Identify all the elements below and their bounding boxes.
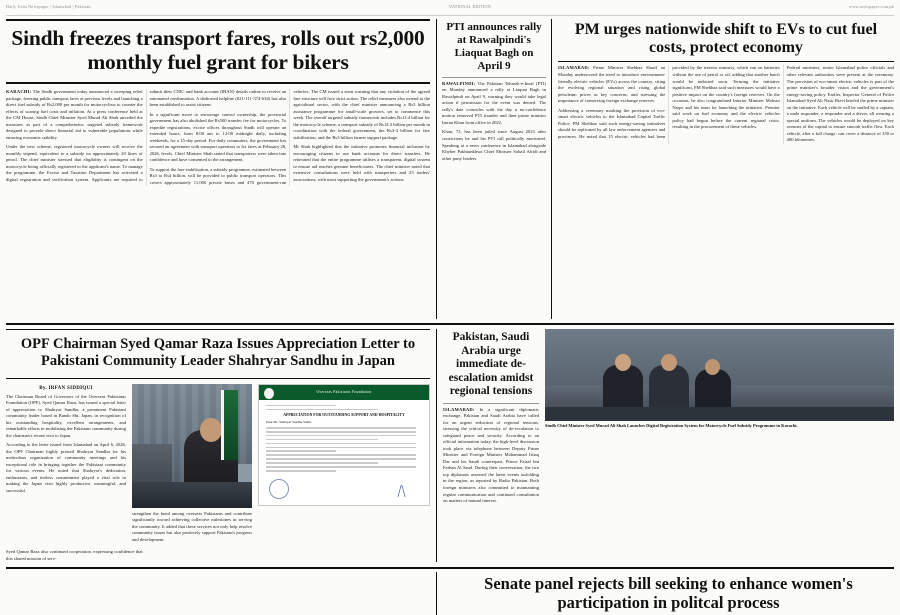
pak-saudi-para-0-text: In a significant diplomatic exchange, Pakistan and Saudi Arabia have called for an urgent reduction of regional tensions, stressing the critical necessity of de-escalation to safeguard peace and security. According to an official information today, the high-level discussion took place via telephone between Deputy Prime Minister and Foreign Minister Mohammad Ishaq Dar and his Saudi counterpart, Prince Faisal bin Farhan Al Saud. During their conversation, the two top diplomats assessed the latest events unfolding in the region, as reported by Radio Pakistan. Both foreign ministers also committed to maintaining regular communication and continued consultation on matters of mutual interest.: [443, 406, 539, 504]
pti-headline: PTI announces rally at Rawalpindi's Liaquat Bagh on April 9: [446, 21, 542, 72]
masthead-left: Daily Urdu Newspaper | Islamabad | Pakistan: [6, 4, 91, 9]
letter-stamp-icon: [269, 479, 289, 499]
opf-body-tail: [6, 549, 430, 562]
cm-launch-photo: [545, 329, 894, 421]
pti-para-0: [442, 81, 546, 127]
lead-para-0-text: The Sindh government today announced a sweeping relief package, freezing public transport fares at previous levels and launching a direct fuel subsidy of Rs2,000 per month for motorcyclists to counter the effects of soaring fuel costs and inflation. At a press conference held at the CM House, Sindh Chief Minister Syed Murad Ali Shah unveiled the measures as part of a comprehensive, targeted subsidy framework designed to provide direct financial aid to vulnerable populations while ensuring economic stability.: [6, 89, 143, 140]
pak-saudi-para-0: [443, 407, 539, 505]
pak-saudi-headline: Pakistan, Saudi Arabia urge immediate de-escalation amidst regional tensions: [448, 331, 534, 398]
middle-section: [6, 329, 894, 562]
lead-para-4: Mr Shah highlighted that the initiative promotes financial inclusion by encouraging citizens to use bank accounts for direct transfers. He reiterated that the entire programme utilises a transparent, digital system to ensure aid reaches genuine beneficiaries. The chief minister noted that extensive consultations were held with transporters and 25 traders' associations, with most supporting the government's actions.: [293, 144, 430, 182]
senate-headline: Senate panel rejects bill seeking to enhance women's participation in politcal process: [484, 574, 853, 613]
ev-para-0: [558, 65, 665, 104]
top-section: [6, 19, 894, 319]
pak-saudi-body: [443, 407, 539, 505]
cm-launch-photo-caption: Sindh Chief Minister Syed Murad Ali Shah Launches Digital Registration System for Motorcycle Fuel Subsidy Programme in Karachi.: [545, 423, 798, 428]
dateline: KARACHI:: [6, 89, 32, 95]
pti-para-0-text: The Pakistan Tehreek-e-Insaf (PTI) on Monday announced a rally at Liaquat Bagh in Rawalpindi on April 9, warning they would take legal action if permission for the event was denied. The rally's date coincides with the day a no-confidence motion removed PTI founder and then prime minister Imran Khan from office in 2022.: [442, 80, 546, 125]
opf-byline: By. IRFAN SIDDIQUI: [39, 385, 93, 391]
senate-story: [436, 572, 894, 615]
ev-para-0-text: Prime Minister Shehbaz Sharif on Monday underscored the need to introduce environment-friendly electric vehicles (EVs) across the country, citing the evolving regional situation and rising global petroleum prices as key concerns, and stressing the importance of conserving foreign exchange reserves.: [558, 65, 666, 104]
pak-saudi-story: [436, 329, 894, 562]
opf-headline: OPF Chairman Syed Qamar Raza Issues Appreciation Letter to Pakistani Community Leader Shahryar Sandhu in Japan: [20, 336, 416, 369]
opf-podium-photo: [132, 384, 252, 508]
masthead-center: NATIONAL EDITION: [448, 4, 491, 9]
opf-body-col2: [132, 511, 252, 544]
lead-para-2: In a significant move to encourage control ownership, the provincial government has also abolished the Rs500 transfer fee for motorcycles. To expedite registrations, excise offices throughout Sindh will operate on extended hours, from 8:00 am to 12:00 midnight daily, including weekends, for a 15-day period. For daily commuters, the government has secured an agreement with transport operators to fix fares at February 28, 2026, levels. Chief Minister Shah stated that transporters were taken into confidence and have consented to the arrangement.: [149, 111, 287, 163]
ev-para-1: Addressing a ceremony marking the provision of eco-smart electric vehicles to the Islamabad Capital Traffic Police, PM Shehbaz said such energy-saving initiatives should be replicated by all law enforcement agencies and provinces. He noted that 15 electric vehicles had been provided by the interior ministry, which run on batteries without the use of petrol or oil, adding that another batch would be inducted soon. Terming the initiative significant, PM Shehbaz said such measures would have a positive impact on the country's foreign reserves. On the occasion, he also congratulated Interior Minister Mohsin Naqvi and his team for launching the initiative. Premier said work on fuel economy and the electric vehicles policy had begun before the current regional crisis, resulting in the procurement of these vehicles.: [558, 65, 780, 139]
opf-story: [6, 329, 430, 562]
ev-story: [558, 19, 894, 319]
lead-headline-box: [6, 19, 430, 84]
dateline: RAWALPINDI:: [442, 80, 476, 86]
bottom-section: [6, 572, 894, 615]
opf-crest-icon: [263, 387, 275, 400]
dateline: ISLAMABAD:: [443, 406, 475, 412]
letter-org-header: Overseas Pakistanis Foundation: [259, 385, 429, 400]
appreciation-letter-scan: [258, 384, 430, 506]
opf-headline-box: [6, 329, 430, 379]
letter-signature: [383, 485, 419, 497]
lead-para-1: Under the new scheme, registered motorcycle owners will receive the monthly stipend, equivalent to a subsidy on approximately 20 litres of petrol. The chief minister stressed that eligibility is contingent on the motorcycle being officially registered in the applicant's name. To manage the programme, the Excise and Taxation Department has activated a digital registration and verification system. Applicants are required to submit their CNIC and bank account (IBAN) details online to receive an automated confirmation. A dedicated helpline (021-111-374-634) has also been established to assist citizens.: [6, 89, 287, 182]
section-divider-2: [6, 567, 894, 569]
lead-para-0: [6, 89, 143, 141]
section-divider-1: [6, 323, 894, 325]
lead-headline: Sindh freezes transport fares, rolls out rs2,000 monthly fuel grant for bikers: [11, 26, 425, 75]
lead-para-3: To support the fare stabilisation, a subsidy programme, estimated between Rs3 to Rs4 billion, will be provided to public transport operators. This covers approximately 11,000 private buses and 470 government-run vehicles. The CM issued a stern warning that any violation of the agreed fare structure will face strict action. The relief measures also extend to the agricultural sector, with the chief minister announcing a Rs3 billion assistance programme for small-scale growers, set to commence this week. The overall targeted subsidy framework includes Rs13.4 billion for the motorcycle scheme, a transport subsidy of Rs14.3 billion per month in coordination with the federal government, the Rs3-4 billion for fare stabilisation, and the Rs3 billion farmer support package.: [149, 89, 430, 185]
pti-story: [436, 19, 552, 319]
opf-para-1: According to the letter issued from Islamabad on April 6, 2026, the OPF Chairman highly praised Shahryar Sandhu for his meticulous organization of community meetings and his exceptional role in bringing together the Pakistani community for various events. He noted that Shahryar's dedication, enthusiasm, and tireless commitment played a vital role in making the Japan visit highly productive, meaningful, and successful.: [6, 442, 126, 493]
letter-salutation: Dear Mr. Shahryar Sandhu Sahib,: [266, 420, 312, 425]
lead-body: [6, 89, 430, 186]
opf-para-2: strengthen the bond among overseas Pakistanis and contribute significantly toward achieving collective milestones in serving the community. It added that these services not only help resolve community issues but also positively support Pakistan's progress and development.: [132, 510, 252, 542]
dateline: ISLAMABAD:: [558, 65, 590, 71]
masthead-right: www.newspaper.com.pk: [848, 4, 894, 9]
letter-subject: APPRECIATION FOR OUTSTANDING SUPPORT AND HOSPITALITY: [283, 413, 405, 418]
ev-body: [558, 65, 894, 143]
ev-para-2: Federal ministers, senior Islamabad police officials and other relevant authorities were present at the ceremony. The provision of eco-smart electric vehicles is part of the prime minister's broader vision and the government's energy-saving policy. Earlier, Inspector General of Police Islamabad Syed Ali Nasir Rizvi briefed the prime minister on the initiative. Each vehicle will be staffed by a captain, a male responder, a responder and a driver, all wearing a special uniform. The vehicles would be deployed on key avenues of the capital to ensure smooth traffic flow. Each vehicle, after a full charge, can cover a distance of 350 to 400 kilometres.: [786, 65, 894, 143]
pti-para-1: Khan, 73, has been jailed since August 2023 after convictions he and his PTI call politically motivated. Speaking at a news conference in Islamabad alongside Khyber Pakhtunkhwa Chief Minister Sohail Afridi and other party leaders.: [442, 129, 546, 161]
ev-headline: PM urges nationwide shift to EVs to cut fuel costs, protect economy: [574, 21, 878, 57]
opf-para-3: Syed Qamar Raza also continued cooperation, expressing confidence that this shared mission of serv-: [6, 549, 143, 561]
lead-story: [6, 19, 430, 319]
masthead-strip: [6, 4, 894, 16]
pti-body: [442, 81, 546, 165]
bottom-left-spacer: [6, 572, 430, 615]
opf-body-col1: [6, 394, 126, 495]
opf-para-0: The Chairman Board of Governors of the Overseas Pakistanis Foundation (OPF), Syed Qamar Raza, has issued a special letter of appreciation to Shahryar Sandhu, a prominent Pakistani community leader based in Bando Shi, Japan, in recognition of his outstanding hospitality, excellent arrangements, and remarkable efforts in mobilizing the Pakistani community during the chairman's recent visit to Japan.: [6, 393, 126, 438]
